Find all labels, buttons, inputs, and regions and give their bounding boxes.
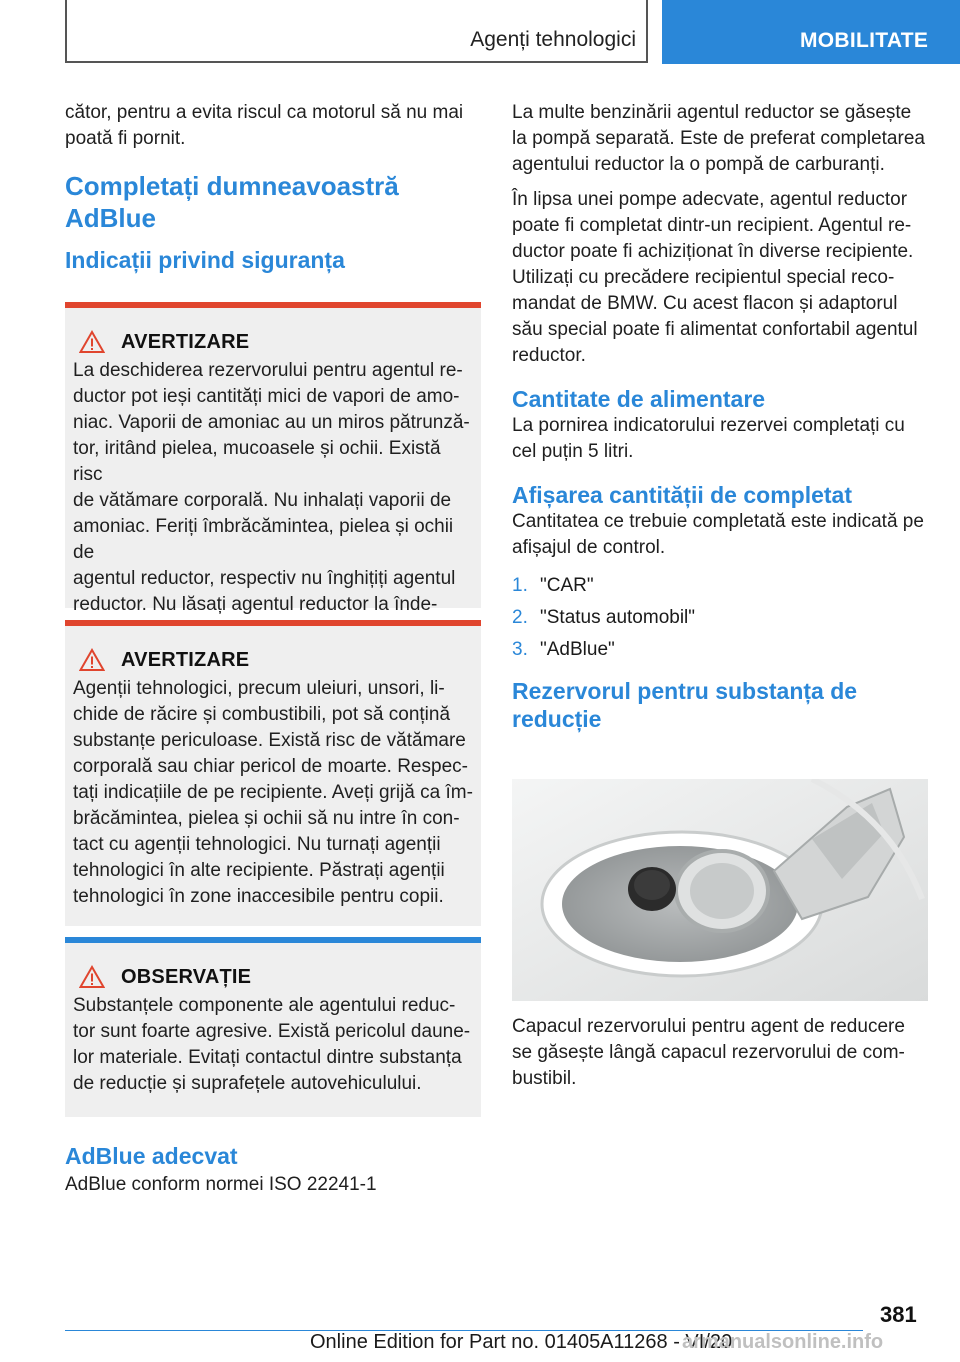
warning-line: tor, iritând pielea, mucoasele și ochii. Există risc bbox=[73, 438, 441, 485]
chapter-tab[interactable]: MOBILITATE bbox=[662, 0, 960, 64]
observation-box bbox=[65, 937, 481, 1117]
watermark: armanualsonline.info bbox=[682, 1331, 884, 1353]
warning-line: niac. Vaporii de amoniac au un miros pătrunză- bbox=[73, 412, 470, 433]
edition-text: Online Edition for Part no. 01405A11268 - VI/20 bbox=[310, 1331, 733, 1353]
warning-line: de vătămare corporală. Nu inhalați vaporii de bbox=[73, 490, 452, 511]
warning-box-1 bbox=[65, 302, 481, 615]
warning-line: ductor pot ieși cantități mici de vapori de amo- bbox=[73, 386, 460, 407]
para-line: reductor. bbox=[512, 345, 586, 366]
warning-triangle-icon bbox=[79, 648, 105, 672]
observation-line: de reducție și suprafețele autovehiculului. bbox=[73, 1073, 422, 1094]
warning-line: Agenții tehnologici, precum uleiuri, unsori, li- bbox=[73, 678, 445, 699]
caption-line: Capacul rezervorului pentru agent de reducere bbox=[512, 1016, 905, 1037]
warning-line: tați indicațiile de pe recipiente. Aveți grijă ca îm- bbox=[73, 782, 473, 803]
list-number: 2. bbox=[512, 607, 528, 628]
warning-line: reductor. Nu lăsați agentul reductor la înde- bbox=[73, 594, 438, 615]
warning-line: tehnologici în alte recipiente. Păstrați agenții bbox=[73, 860, 445, 881]
right-column bbox=[512, 100, 932, 733]
observation-line: tor sunt foarte agresive. Există pericolul daune- bbox=[73, 1021, 471, 1042]
warning-triangle-icon bbox=[79, 965, 105, 989]
list-text: "AdBlue" bbox=[540, 639, 615, 660]
warning-title: AVERTIZARE bbox=[121, 330, 250, 353]
warning-line: agentul reductor, respectiv nu înghițiți agentul bbox=[73, 568, 456, 589]
display-line: Cantitatea ce trebuie completată este indicată pe bbox=[512, 511, 924, 532]
para-line: poate fi completat dintr-un recipient. Agentul re- bbox=[512, 215, 912, 236]
list-item bbox=[512, 605, 932, 631]
qty-line: cel puțin 5 litri. bbox=[512, 441, 634, 462]
para-line: său special poate fi alimentat confortabil agentul bbox=[512, 319, 918, 340]
observation-title: OBSERVAȚIE bbox=[121, 965, 252, 988]
para-line: la pompă separată. Este de preferat completarea bbox=[512, 128, 925, 149]
list-text: "Status automobil" bbox=[540, 607, 696, 628]
warning-line: corporală sau chiar pericol de moarte. Respec- bbox=[73, 756, 468, 777]
heading-complete-adblue: Completați dumneavoastră AdBlue bbox=[65, 171, 399, 233]
warning-line: brăcămintea, pielea și ochii să nu intre în con- bbox=[73, 808, 460, 829]
para-line: La multe benzinării agentul reductor se găsește bbox=[512, 102, 912, 123]
section-title: Agenți tehnologici bbox=[470, 28, 636, 51]
photo-caption bbox=[512, 1014, 932, 1092]
list-number: 3. bbox=[512, 639, 528, 660]
warning-box-2 bbox=[65, 620, 481, 926]
observation-line: Substanțele componente ale agentului reduc- bbox=[73, 995, 456, 1016]
para-line: Utilizați cu precădere recipientul special reco- bbox=[512, 267, 895, 288]
warning-line: amoniac. Feriți îmbrăcămintea, pielea și ochii de bbox=[73, 516, 454, 563]
warning-triangle-icon bbox=[79, 330, 105, 354]
para-line: ductor poate fi achiziționat în diverse recipiente. bbox=[512, 241, 914, 262]
warning-line: chide de răcire și combustibili, pot să conțină bbox=[73, 704, 451, 725]
warning-line: La deschiderea rezervorului pentru agentul re- bbox=[73, 360, 463, 381]
left-column-top bbox=[65, 100, 481, 274]
para-line: agentului reductor la o pompă de carburanți. bbox=[512, 154, 885, 175]
list-item bbox=[512, 637, 932, 663]
heading-adblue-suitable: AdBlue adecvat bbox=[65, 1143, 238, 1169]
header-frame bbox=[65, 0, 648, 63]
caption-line: bustibil. bbox=[512, 1068, 577, 1089]
warning-title: AVERTIZARE bbox=[121, 648, 250, 671]
intro-text: cător, pentru a evita riscul ca motorul să nu mai poată fi pornit. bbox=[65, 102, 464, 149]
heading-safety: Indicații privind siguranța bbox=[65, 247, 345, 273]
warning-line: substanțe periculoase. Există risc de vătămare bbox=[73, 730, 466, 751]
filler-cap-illustration bbox=[512, 779, 928, 1001]
heading-fill-quantity: Cantitate de alimentare bbox=[512, 386, 766, 412]
heading-reductant-tank: Rezervorul pentru substanța de reducție bbox=[512, 678, 858, 732]
page-number: 381 bbox=[880, 1302, 917, 1327]
qty-line: La pornirea indicatorului rezervei completați cu bbox=[512, 415, 905, 436]
adblue-standard-text: AdBlue conform normei ISO 22241-1 bbox=[65, 1174, 377, 1195]
warning-line: tehnologici în zone inaccesibile pentru copii. bbox=[73, 886, 444, 907]
warning-line: tact cu agenții tehnologici. Nu turnați agenții bbox=[73, 834, 441, 855]
list-number: 1. bbox=[512, 575, 528, 596]
display-line: afișajul de control. bbox=[512, 537, 666, 558]
observation-line: lor materiale. Evitați contactul dintre substanța bbox=[73, 1047, 462, 1068]
list-item bbox=[512, 573, 932, 599]
list-text: "CAR" bbox=[540, 575, 594, 596]
para-line: mandat de BMW. Cu acest flacon și adaptorul bbox=[512, 293, 898, 314]
left-column-bottom bbox=[65, 1142, 481, 1198]
para-line: În lipsa unei pompe adecvate, agentul reductor bbox=[512, 189, 908, 210]
caption-line: se găsește lângă capacul rezervorului de com- bbox=[512, 1042, 905, 1063]
heading-display-quantity: Afișarea cantității de completat bbox=[512, 482, 852, 508]
adblue-filler-photo bbox=[512, 779, 928, 1001]
